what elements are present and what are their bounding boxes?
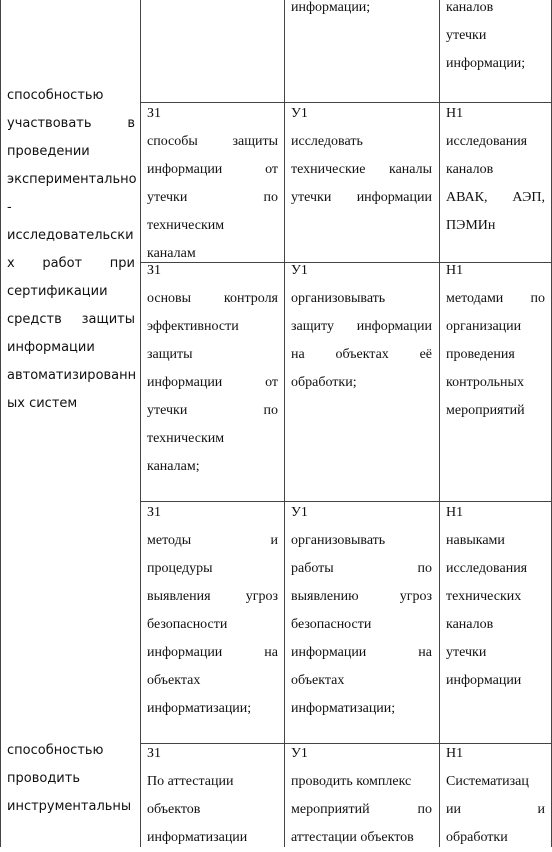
text-line: проведении bbox=[7, 144, 90, 159]
text-line: Систематизац bbox=[446, 774, 529, 789]
text-line: технические каналы bbox=[291, 162, 432, 177]
text-line: информации на bbox=[291, 645, 432, 660]
text-line: утечки по bbox=[147, 190, 278, 205]
able-cell bbox=[291, 0, 432, 22]
text-line: навыками bbox=[446, 533, 505, 548]
know-cell bbox=[147, 740, 278, 852]
text-line: организовывать bbox=[291, 533, 386, 548]
text-line: исследовать bbox=[291, 134, 363, 149]
text-line: способы защиты bbox=[147, 134, 278, 149]
text-line: информатизации; bbox=[147, 701, 252, 716]
text-line: ии и bbox=[446, 802, 545, 817]
text-line: процедуры bbox=[147, 561, 213, 576]
text-line: исследовательски bbox=[7, 228, 134, 243]
text-line: проведения bbox=[446, 347, 515, 362]
text-line: техническим bbox=[147, 431, 225, 446]
code-label: З1 bbox=[147, 505, 162, 520]
text-line: ПЭМИн bbox=[446, 218, 496, 233]
text-line: информатизации bbox=[147, 830, 248, 845]
text-line: утечки bbox=[446, 28, 487, 43]
code-label: З1 bbox=[147, 263, 162, 278]
text-line: работы по bbox=[291, 561, 432, 576]
text-line: информации; bbox=[291, 0, 371, 15]
text-line: утечки информации bbox=[291, 190, 432, 205]
text-line: объектов bbox=[147, 802, 201, 817]
code-label: У1 bbox=[291, 106, 308, 121]
code-label: У1 bbox=[291, 746, 308, 761]
text-line: методами по bbox=[446, 291, 545, 306]
text-line: на объектах её bbox=[291, 347, 432, 362]
skill-cell bbox=[446, 100, 545, 240]
text-line: технических bbox=[446, 589, 522, 604]
able-cell bbox=[291, 100, 432, 212]
text-line: каналов bbox=[446, 0, 494, 15]
text-line: мероприятий по bbox=[291, 802, 432, 817]
text-line: участвовать в bbox=[7, 116, 135, 131]
able-cell bbox=[291, 499, 432, 723]
code-label: Н1 bbox=[446, 746, 464, 761]
able-cell bbox=[291, 740, 432, 852]
competency-text-2 bbox=[7, 737, 135, 821]
text-line: информации bbox=[7, 340, 95, 355]
competency-text-1 bbox=[7, 82, 135, 418]
text-line: автоматизированн bbox=[7, 368, 137, 383]
text-line: информации bbox=[446, 673, 522, 688]
skill-cell bbox=[446, 0, 545, 78]
text-line: информации от bbox=[147, 375, 278, 390]
text-line: основы контроля bbox=[147, 291, 278, 306]
able-cell bbox=[291, 257, 432, 397]
column-divider-3 bbox=[439, 0, 440, 847]
text-line: организации bbox=[446, 319, 522, 334]
column-divider-2 bbox=[284, 0, 285, 847]
skill-cell bbox=[446, 499, 545, 695]
text-line: утечки по bbox=[147, 403, 278, 418]
text-line: аттестации объектов bbox=[291, 830, 414, 845]
text-line: каналам bbox=[147, 246, 196, 261]
know-cell bbox=[147, 257, 278, 481]
text-line: каналов bbox=[446, 162, 494, 177]
text-line: информации на bbox=[147, 645, 278, 660]
text-line: каналам; bbox=[147, 459, 200, 474]
text-line: утечки bbox=[446, 645, 487, 660]
text-line: сертификации bbox=[7, 284, 108, 299]
text-line: безопасности bbox=[291, 617, 372, 632]
text-line: экспериментально bbox=[7, 172, 137, 187]
text-line: информации от bbox=[147, 162, 278, 177]
text-line: обработки; bbox=[291, 375, 357, 390]
text-line: АВАК, АЭП, bbox=[446, 190, 545, 205]
text-line: методы и bbox=[147, 533, 278, 548]
code-label: У1 bbox=[291, 505, 308, 520]
skill-cell bbox=[446, 740, 545, 852]
text-line: безопасности bbox=[147, 617, 228, 632]
text-line: х работ при bbox=[7, 256, 135, 271]
text-line: каналов bbox=[446, 617, 494, 632]
text-line: объектах bbox=[147, 673, 201, 688]
text-line: ых систем bbox=[7, 396, 78, 411]
text-line: информатизации; bbox=[291, 701, 396, 716]
code-label: З1 bbox=[147, 106, 162, 121]
text-line: объектах bbox=[291, 673, 345, 688]
code-label: У1 bbox=[291, 263, 308, 278]
text-line: исследования bbox=[446, 561, 528, 576]
skill-cell bbox=[446, 257, 545, 425]
code-label: Н1 bbox=[446, 106, 464, 121]
know-cell bbox=[147, 100, 278, 268]
text-line: выявлению угроз bbox=[291, 589, 432, 604]
text-line: защиту информации bbox=[291, 319, 432, 334]
table-border-left bbox=[0, 0, 1, 847]
code-label: Н1 bbox=[446, 505, 464, 520]
text-line: способностью bbox=[7, 743, 104, 758]
text-line: - bbox=[7, 200, 12, 215]
text-line: проводить bbox=[7, 771, 80, 786]
text-line: контрольных bbox=[446, 375, 524, 390]
text-line: эффективности bbox=[147, 319, 239, 334]
code-label: З1 bbox=[147, 746, 162, 761]
text-line: средств защиты bbox=[7, 312, 135, 327]
text-line: защиты bbox=[147, 347, 193, 362]
text-line: исследования bbox=[446, 134, 528, 149]
text-line: организовывать bbox=[291, 291, 386, 306]
text-line: инструментальны bbox=[7, 799, 132, 814]
text-line: обработки bbox=[446, 830, 508, 845]
column-divider-1 bbox=[140, 0, 141, 847]
text-line: По аттестации bbox=[147, 774, 234, 789]
text-line: мероприятий bbox=[446, 403, 525, 418]
code-label: Н1 bbox=[446, 263, 464, 278]
text-line: информации; bbox=[446, 56, 526, 71]
text-line: техническим bbox=[147, 218, 225, 233]
know-cell bbox=[147, 499, 278, 723]
text-line: выявления угроз bbox=[147, 589, 278, 604]
text-line: проводить комплекс bbox=[291, 774, 412, 789]
text-line: способностью bbox=[7, 88, 104, 103]
